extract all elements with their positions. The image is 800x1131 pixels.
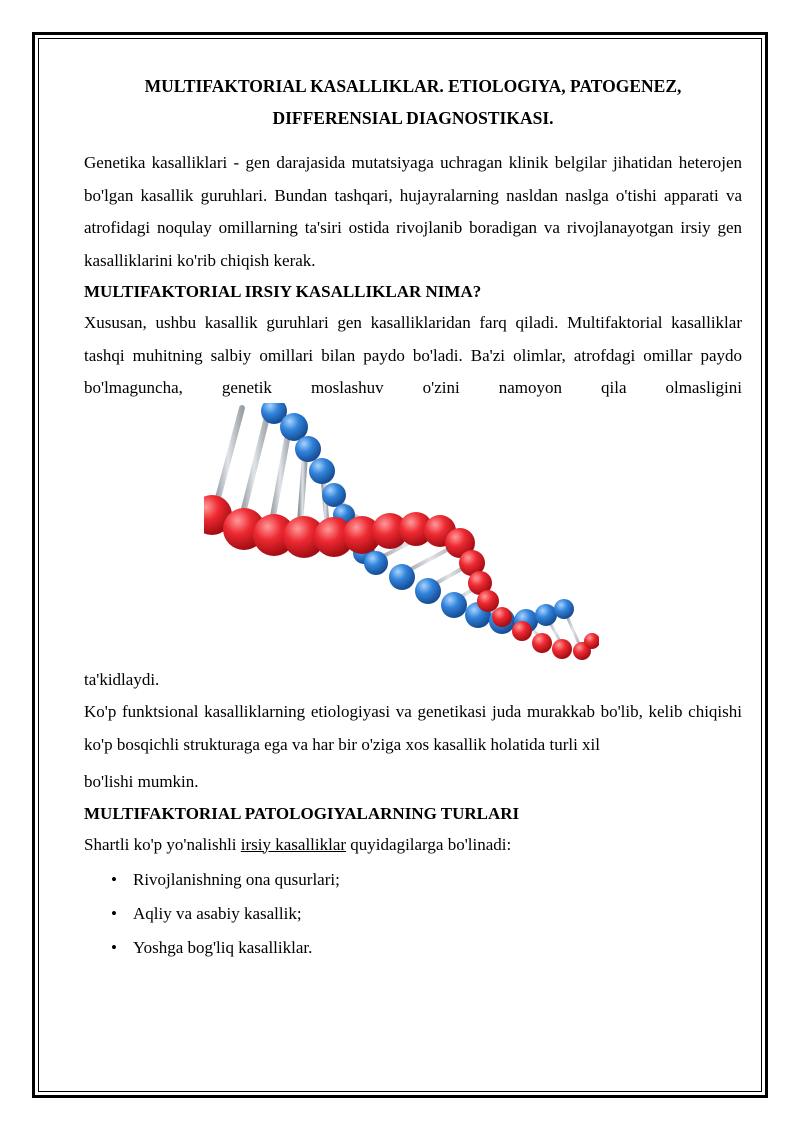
paragraph-differences-end: ta'kidlaydi. xyxy=(84,669,160,689)
types-list xyxy=(84,863,742,965)
section-heading-types: MULTIFAKTORIAL PATOLOGIYALARNING TURLARI xyxy=(84,803,520,823)
dna-image-block xyxy=(84,405,742,665)
bullet-icon: • xyxy=(111,937,117,957)
list-item xyxy=(84,863,742,897)
paragraph-etiology-end: bo'lishi mumkin. xyxy=(84,771,199,791)
hereditary-diseases-link[interactable]: irsiy kasalliklar xyxy=(240,834,347,854)
paragraph-etiology-text: Ko'p funktsional kasalliklarning etiologiyasi va genetikasi juda murakkab bo'lib, kelib chiqishi ko'p bosqichli strukturaga ega va har bir o'ziga xos kasallik holatida turli xil xyxy=(84,701,742,754)
title-line-1: MULTIFAKTORIAL KASALLIKLAR. ETIOLOGIYA, PATOGENEZ, xyxy=(144,76,682,96)
list-item-text: Aqliy va asabiy kasallik; xyxy=(133,903,302,923)
section-heading-what-is: MULTIFAKTORIAL IRSIY KASALLIKLAR NIMA? xyxy=(84,282,482,301)
intro-paragraph: Genetika kasalliklari - gen darajasida mutatsiyaga uchragan klinik belgilar jihatidan heterojen bo'lgan kasallik guruhlari. Bundan tashqari, hujayralarning nasldan naslga o'tishi apparati va atrofidagi noqulay omillarning ta'siri ostida rivojlanib boradigan va rivojlanayotgan irsiy gen kasalliklarini ko'rib chiqish kerak. xyxy=(84,153,742,270)
document-body xyxy=(84,70,742,965)
paragraph-differences: Xususan, ushbu kasallik guruhlari gen kasalliklaridan farq qiladi. Multifaktorial kasalliklar tashqi muhitning salbiy omillari bilan paydo bo'ladi. Ba'zi olimlar, atrofdagi omillar paydo bo'lmaguncha, genetik moslashuv o'zini namoyon qila olmasligini xyxy=(84,313,742,397)
list-item-text: Yoshga bog'liq kasalliklar. xyxy=(133,937,313,957)
dna-helix-illustration xyxy=(204,403,599,671)
document-title xyxy=(84,70,742,134)
bullet-icon: • xyxy=(111,869,117,889)
paragraph-etiology xyxy=(84,695,742,761)
title-line-2: DIFFERENSIAL DIAGNOSTIKASI. xyxy=(272,108,554,128)
list-item xyxy=(84,897,742,931)
list-item-text: Rivojlanishning ona qusurlari; xyxy=(133,869,340,889)
classification-text-after: quyidagilarga bo'linadi: xyxy=(346,834,512,854)
list-item xyxy=(84,931,742,965)
bullet-icon: • xyxy=(111,903,117,923)
paragraph-classification xyxy=(84,829,742,861)
classification-text-before: Shartli ko'p yo'nalishli xyxy=(84,834,241,854)
